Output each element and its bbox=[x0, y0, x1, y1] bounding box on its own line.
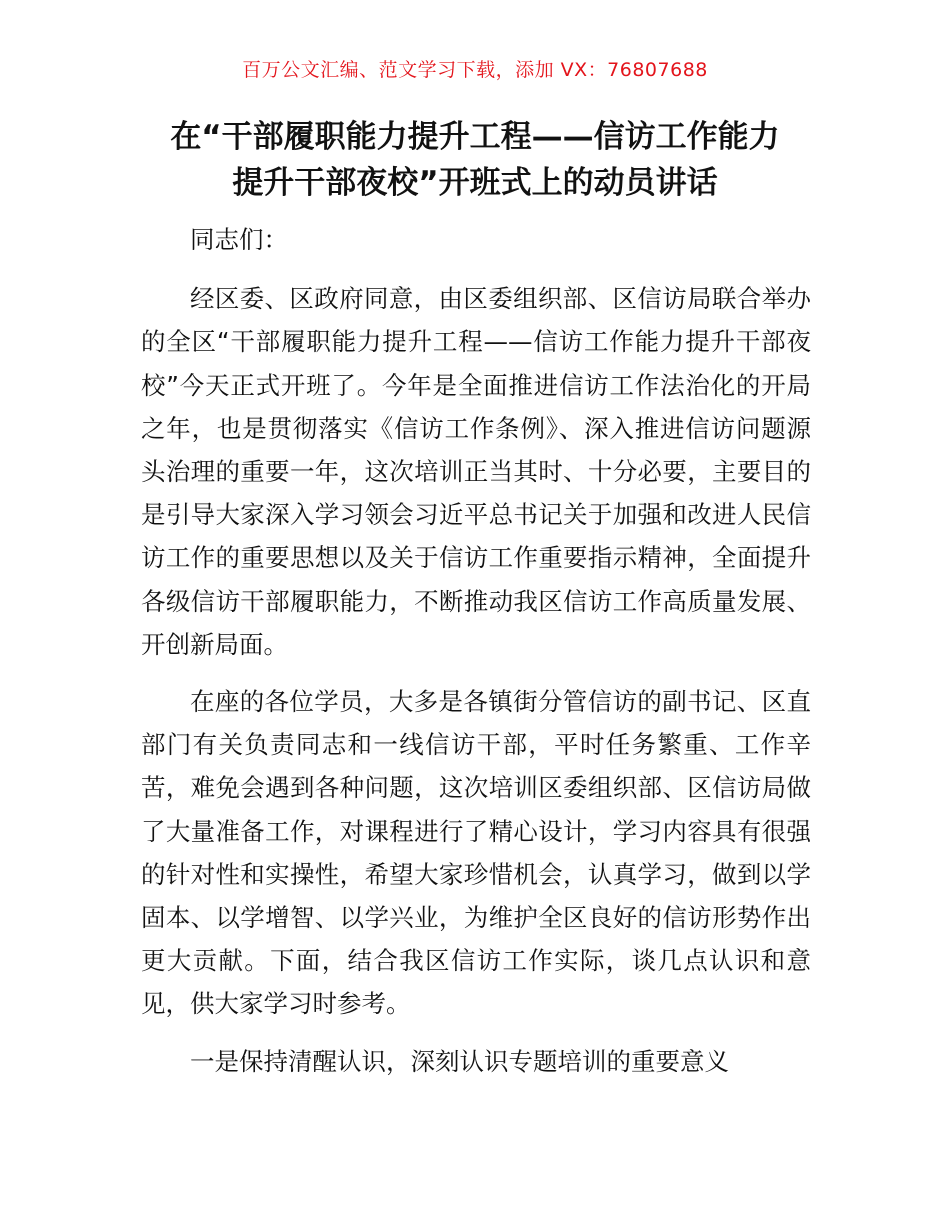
title-line-2: 提升干部夜校”开班式上的动员讲话 bbox=[232, 165, 718, 201]
document-body bbox=[141, 218, 811, 1097]
section-heading-1: 一是保持清醒认识，深刻认识专题培训的重要意义 bbox=[190, 1046, 729, 1076]
paragraph-2: 在座的各位学员，大多是各镇街分管信访的副书记、区直部门有关负责同志和一线信访干部，平时任务繁重、工作辛苦，难免会遇到各种问题，这次培训区委组织部、区信访局做了大量准备工作，对课程进行了精心设计，学习内容具有很强的针对性和实操性，希望大家珍惜机会，认真学习，做到以学固本、以学增智、以学兴业，为维护全区良好的信访形势作出更大贡献。下面，结合我区信访工作实际，谈几点认识和意见，供大家学习时参考。 bbox=[141, 687, 811, 1019]
title-line-1: 在“干部履职能力提升工程——信访工作能力 bbox=[170, 119, 780, 155]
paragraph-1: 经区委、区政府同意，由区委组织部、区信访局联合举办的全区“干部履职能力提升工程——信访工作能力提升干部夜校”今天正式开班了。今年是全面推进信访工作法治化的开局之年，也是贯彻落实《信访工作条例》、深入推进信访问题源头治理的重要一年，这次培训正当其时、十分必要，主要目的是引导大家深入学习领会习近平总书记关于加强和改进人民信访工作的重要思想以及关于信访工作重要指示精神，全面提升各级信访干部履职能力，不断推动我区信访工作高质量发展、开创新局面。 bbox=[141, 284, 811, 659]
document-title bbox=[100, 114, 850, 206]
header-banner: 百万公文汇编、范文学习下载，添加 VX：76807688 bbox=[242, 59, 708, 81]
salutation: 同志们： bbox=[190, 225, 288, 254]
